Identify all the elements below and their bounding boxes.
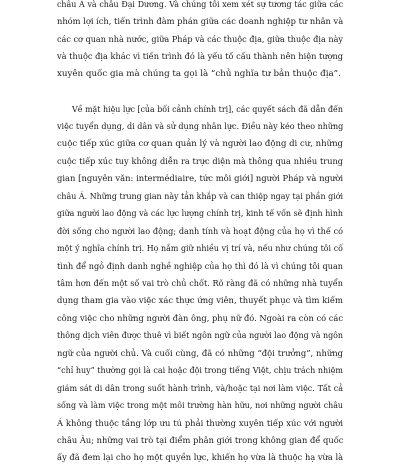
text-line: công việc cho những người đàn ông, phụ nữ đó. Ngoài ra còn có các [57,312,343,323]
paragraph-gap [57,83,343,100]
text-line: ngữ của người chủ. Và cuối cùng, đã có những “đội trưởng”, những [57,347,343,358]
text-line: và thuộc địa khác vì tiến trình đó là yếu tố cấu thành nên hiện tượng [57,51,343,62]
text-line: đời sống cho người lao động; danh tính và hoạt động của họ vì thế có [57,225,343,236]
text-line: giám sát di dân trong suốt hành trình, và/hoặc tại nơi làm việc. Tất cả [57,383,343,393]
text-line: châu Á và châu Đại Dương. Và chúng tôi xem xét sự tương tác giữa các [57,0,343,9]
text-line: cuộc tiếp xúc tuy không diễn ra trực diện mà thông qua nhiều trung [57,155,343,166]
text-line: “chỉ huy” thường gọi là cai hoặc đội trong tiếng Việt, chịu trách nhiệm [57,366,343,376]
text-line: sống và làm việc trong một môi trường hàn hữu, nơi những người châu [57,401,343,411]
text-line: tâm hơn đến một số vai trò chủ chốt. Rõ ràng đã có những nhà tuyển [57,278,343,288]
text-line: nhóm lợi ích, tiến trình đàm phán giữa các doanh nghiệp tư nhân và [57,16,344,27]
text-line: châu Âu; những vai trò tại điểm phân giới trong không gian để quốc [57,434,344,445]
text-line: cuộc tiếp xúc giữa cơ quan quản lý và người lao động di cư, những [57,138,343,149]
text-line: Á không thuộc tầng lớp ưu tú phải thường xuyên tiếp xúc với người [57,417,343,428]
text-line: một ý nghĩa chính trị. Họ nắm giữ nhiều vị trí và, nếu như chúng tôi cố [57,244,343,254]
text-line: tình để ngỏ định danh nghề nghiệp của họ thì đó là vì chúng tôi quan [57,260,343,271]
text-line: việc tuyển dụng, di dân và sử dụng nhân lực. Điều này kéo theo những [57,122,344,132]
text-line: dụng tham gia vào việc xác thực ứng viên, thuyết phục và tìm kiếm [57,295,343,306]
text-line: gian [nguyên văn: intermédiaire, tức môi giới] người Pháp và người [57,173,343,184]
text-line: xuyên quốc gia mà chúng ta gọi là “chủ nghĩa tư bản thuộc địa”. [57,68,341,79]
body-text [57,0,343,467]
text-line: giữa người lao động và các lực lượng chính trị, kinh tế vốn sẽ định hình [57,209,343,219]
text-line: Về mặt hiệu lực [của bối cảnh chính trị], các quyết sách đã dẫn đến [72,104,343,114]
text-line: ấy đã đem lại cho họ một quyền lực, khiến họ vừa là thuộc hạ vừa là [57,452,344,463]
text-line: thông dịch viên được thuê vì biết ngôn ngữ của người lao động và ngôn [57,331,343,341]
text-line: các cơ quan nhà nước, giữa Pháp và các thuộc địa, giữa thuộc địa này [57,33,343,44]
text-line: châu Á. Những trung gian này tản khắp và can thiệp ngay tại phần giới [57,191,343,201]
